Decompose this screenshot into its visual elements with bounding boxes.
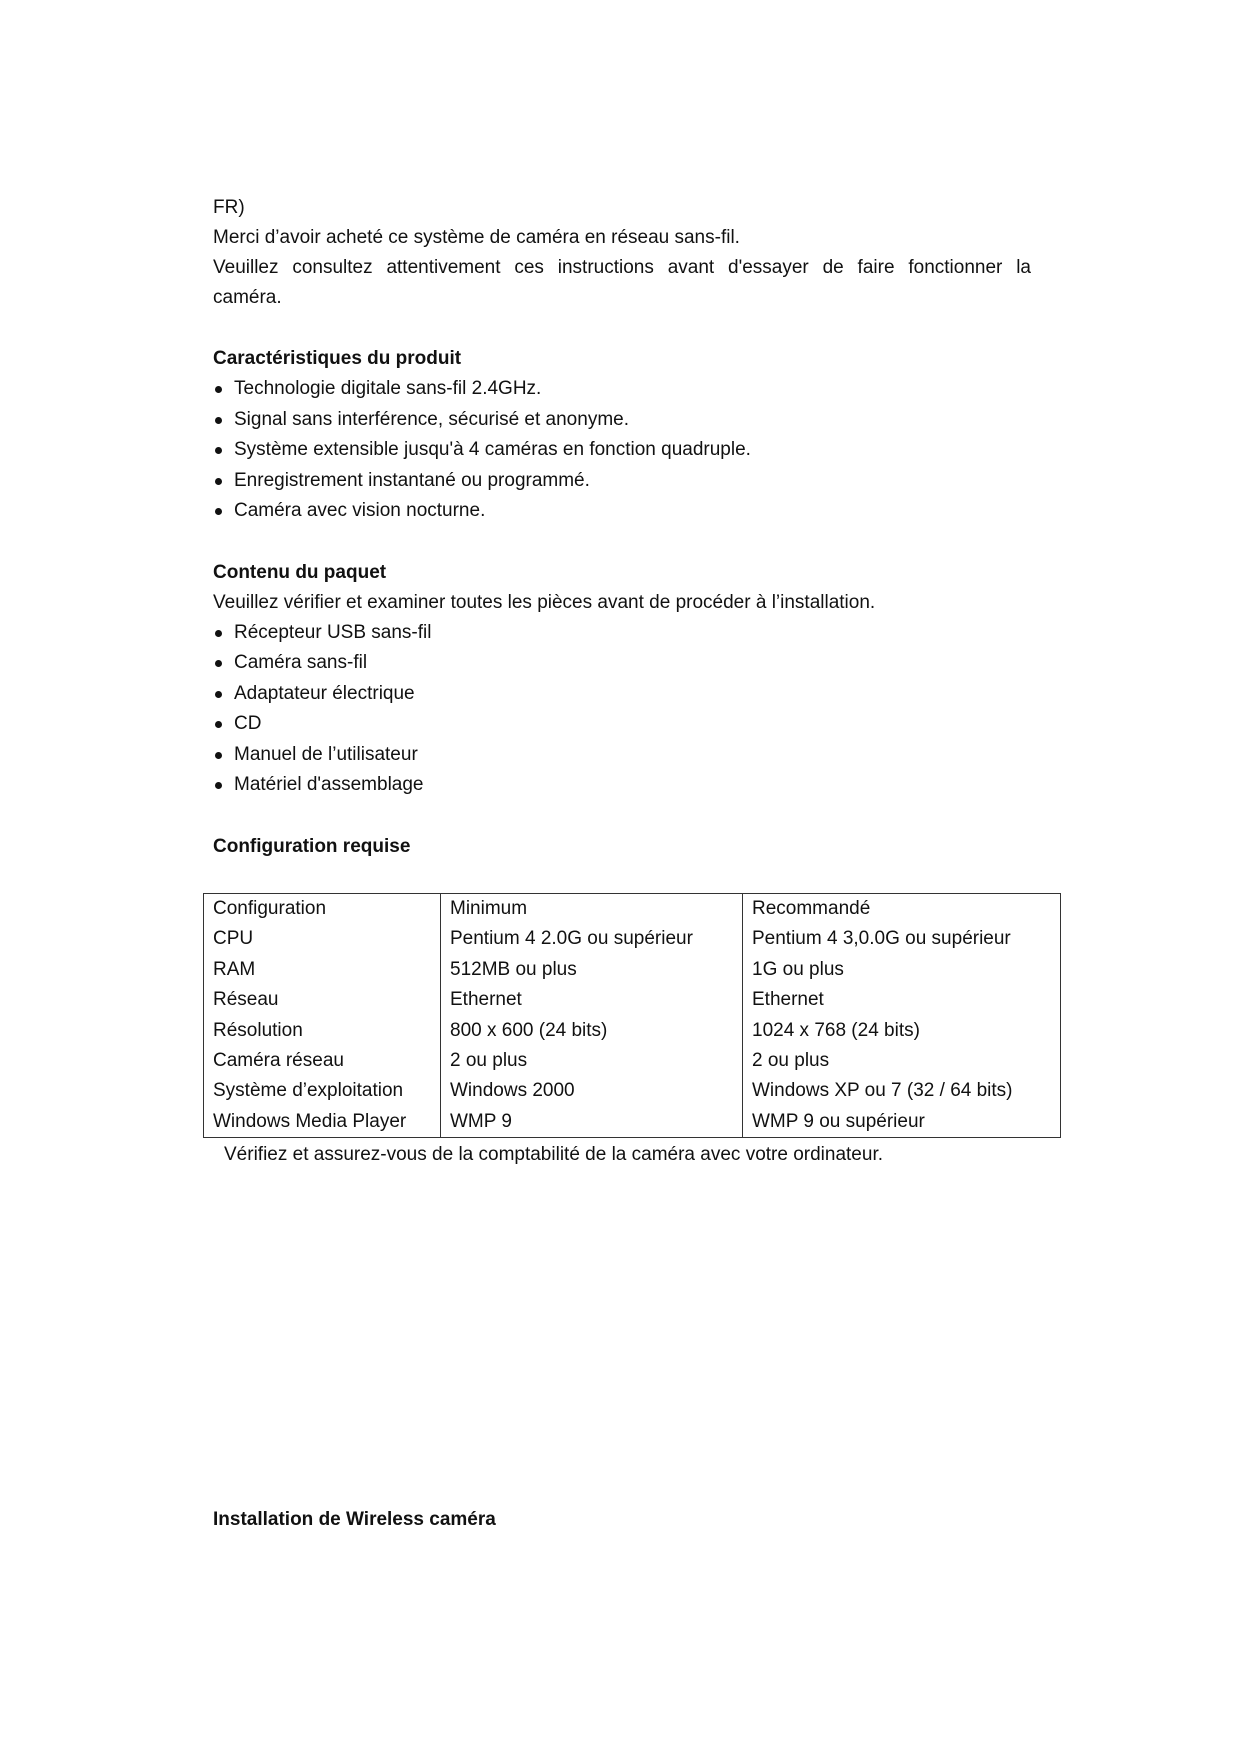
bullet-icon xyxy=(215,508,222,515)
column-header: Minimum xyxy=(441,894,743,925)
table-cell: Windows Media Player xyxy=(204,1107,441,1138)
table-cell: 1G ou plus xyxy=(752,958,844,980)
bullet-icon xyxy=(215,417,222,424)
table-cell: 2 ou plus xyxy=(752,1050,830,1072)
list-item: Caméra sans-fil xyxy=(213,648,1031,679)
requirements-heading: Configuration requise xyxy=(213,835,411,857)
requirements-table xyxy=(203,893,1061,1138)
list-item: Technologie digitale sans-fil 2.4GHz. xyxy=(213,374,1031,405)
bullet-icon xyxy=(215,630,222,637)
table-cell: RAM xyxy=(204,955,441,985)
bullet-icon xyxy=(215,660,222,667)
bullet-icon xyxy=(215,386,222,393)
list-item: Matériel d'assemblage xyxy=(213,770,1031,801)
installation-heading: Installation de Wireless caméra xyxy=(213,1509,496,1530)
table-row xyxy=(204,1107,1061,1138)
table-cell: 800 x 600 (24 bits) xyxy=(441,1016,743,1046)
bullet-icon xyxy=(215,447,222,454)
table-cell: 512MB ou plus xyxy=(441,955,743,985)
package-list xyxy=(213,618,1031,801)
table-cell: Système d’exploitation xyxy=(204,1076,441,1106)
table-cell: Pentium 4 2.0G ou supérieur xyxy=(441,924,743,954)
table-cell: WMP 9 xyxy=(441,1107,743,1138)
table-row xyxy=(204,1016,1061,1046)
bullet-icon xyxy=(215,752,222,759)
instructions-line-2: caméra. xyxy=(213,287,282,308)
table-cell: CPU xyxy=(204,924,441,954)
table-header-row xyxy=(204,894,1061,925)
bullet-icon xyxy=(215,691,222,698)
table-row xyxy=(204,1076,1061,1106)
instructions-line-1: Veuillez consultez attentivement ces instructions avant d'essayer de faire fonctionner la xyxy=(213,257,1031,278)
table-cell: Windows XP ou 7 (32 / 64 bits) xyxy=(752,1080,1013,1102)
table-cell: 2 ou plus xyxy=(441,1046,743,1076)
list-item: CD xyxy=(213,709,1031,740)
list-item: Signal sans interférence, sécurisé et anonyme. xyxy=(213,405,1031,436)
table-cell: Résolution xyxy=(204,1016,441,1046)
bullet-icon xyxy=(215,478,222,485)
document-body xyxy=(213,193,1031,862)
table-row xyxy=(204,924,1061,954)
table-cell: Réseau xyxy=(204,985,441,1015)
bullet-icon xyxy=(215,782,222,789)
package-intro: Veuillez vérifier et examiner toutes les pièces avant de procéder à l’installation. xyxy=(213,591,876,613)
language-code: FR) xyxy=(213,197,245,218)
table-row xyxy=(204,985,1061,1015)
bullet-icon xyxy=(215,721,222,728)
list-item: Manuel de l’utilisateur xyxy=(213,740,1031,771)
list-item: Adaptateur électrique xyxy=(213,679,1031,710)
table-cell: Ethernet xyxy=(441,985,743,1015)
compatibility-note: Vérifiez et assurez-vous de la comptabilité de la caméra avec votre ordinateur. xyxy=(224,1144,883,1165)
list-item: Récepteur USB sans-fil xyxy=(213,618,1031,649)
table-row xyxy=(204,1046,1061,1076)
list-item: Enregistrement instantané ou programmé. xyxy=(213,466,1031,497)
table-row xyxy=(204,955,1061,985)
package-heading: Contenu du paquet xyxy=(213,561,387,583)
table-cell: Ethernet xyxy=(752,989,824,1011)
table-cell: Windows 2000 xyxy=(441,1076,743,1106)
list-item: Caméra avec vision nocturne. xyxy=(213,496,1031,527)
column-header: Recommandé xyxy=(752,898,871,919)
table-cell: 1024 x 768 (24 bits) xyxy=(752,1019,920,1041)
table-cell: Caméra réseau xyxy=(204,1046,441,1076)
list-item: Système extensible jusqu'à 4 caméras en fonction quadruple. xyxy=(213,435,1031,466)
table-cell: Pentium 4 3,0.0G ou supérieur xyxy=(752,928,1011,950)
thanks-text: Merci d’avoir acheté ce système de caméra en réseau sans-fil. xyxy=(213,227,740,248)
features-list xyxy=(213,374,1031,527)
column-header: Configuration xyxy=(204,894,441,925)
table-cell: WMP 9 ou supérieur xyxy=(752,1110,925,1132)
features-heading: Caractéristiques du produit xyxy=(213,348,462,369)
